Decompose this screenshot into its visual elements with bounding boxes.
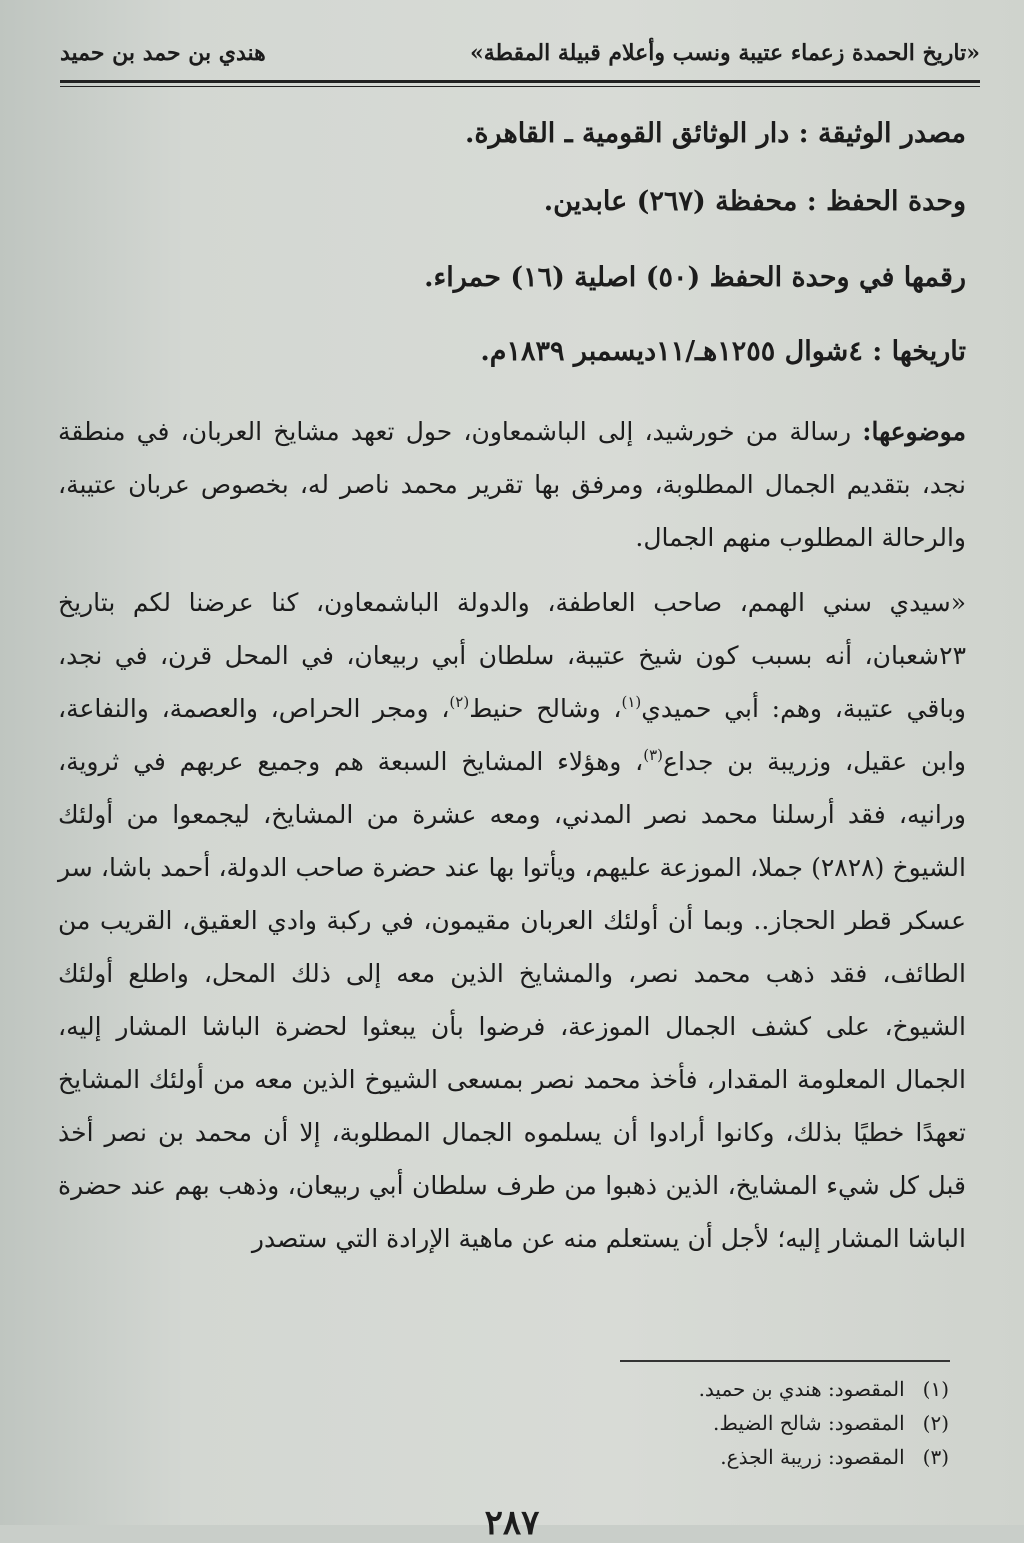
unit-label: وحدة الحفظ :	[806, 186, 966, 217]
page-number: ٢٨٧	[484, 1503, 540, 1543]
date-label: تاريخها :	[872, 336, 966, 367]
footnote-number: (٢)	[922, 1411, 949, 1435]
footnote-item	[60, 1372, 949, 1406]
source-label: مصدر الوثيقة :	[798, 118, 966, 149]
footnote-item	[60, 1440, 949, 1474]
subject-text: رسالة من خورشيد، إلى الباشمعاون، حول تعهد مشايخ العربان، في منطقة نجد، بتقديم الجمال المطلوبة، ومرفق بها تقرير محمد ناصر له، بخصوص عربان عتيبة، والرحالة المطلوب منهم الجمال.	[58, 417, 966, 552]
unit-line	[58, 186, 966, 217]
number-line: رقمها في وحدة الحفظ (٥٠) اصلية (١٦) حمراء.	[424, 262, 966, 293]
body-text-1: «سيدي سني الهمم، صاحب العاطفة، والدولة الباشمعاون، كنا عرضنا لكم بتاريخ ٢٣شعبان، أنه بسبب كون شيخ عتيبة، سلطان أبي ربيعان، في المحل قرن، في نجد، وباقي عتيبة، وهم: أبي حميدي	[58, 588, 966, 723]
subject-paragraph	[58, 405, 966, 564]
footnote-text: المقصود: زريبة الجذع.	[720, 1445, 905, 1469]
date-value: ٤شوال ١٢٥٥هـ/١١ديسمبر ١٨٣٩م.	[480, 336, 863, 367]
footnote-number: (١)	[922, 1377, 949, 1401]
header-title: «تاريخ الحمدة زعماء عتيبة ونسب وأعلام قبيلة المقطة»	[469, 40, 980, 66]
footnote-ref-3: (٣)	[643, 746, 664, 764]
footnotes	[60, 1372, 949, 1474]
unit-value: محفظة (٢٦٧) عابدين.	[543, 186, 798, 217]
footnote-ref-1: (١)	[621, 693, 642, 711]
footnote-item	[60, 1406, 949, 1440]
footnote-divider	[620, 1360, 950, 1362]
running-header	[60, 22, 980, 83]
source-value: دار الوثائق القومية ـ القاهرة.	[465, 118, 790, 149]
footnote-text: المقصود: شالح الضيط.	[713, 1411, 905, 1435]
body-text-4: ، وهؤلاء المشايخ السبعة هم وجميع عربهم في ثروية، ورانيه، فقد أرسلنا محمد نصر المدني، ومعه عشرة من المشايخ، ليجمعوا من أولئك الشيوخ (٢٨٢٨) جملا، الموزعة عليهم، ويأتوا بها عند حضرة صاحب الدولة، أحمد باشا، سر عسكر قطر الحجاز.. وبما أن أولئك العربان مقيمون، في ركبة وادي العقيق، القريب من الطائف، فقد ذهب محمد نصر، والمشايخ الذين معه إلى ذلك المحل، واطلع أولئك الشيوخ، على كشف الجمال الموزعة، فرضوا بأن يبعثوا لحضرة الباشا المشار إليه، الجمال المعلومة المقدار، فأخذ محمد نصر بمسعى الشيوخ الذين معه من أولئك المشايخ تعهدًا خطيًا بذلك، وكانوا أرادوا أن يسلموه الجمال المطلوبة، إلا أن محمد بن نصر أخذ قبل كل شيء المشايخ، الذين ذهبوا من طرف سلطان أبي ربيعان، وذهب بهم عند حضرة الباشا المشار إليه؛ لأجل أن يستعلم منه عن ماهية الإرادة التي ستصدر	[58, 747, 966, 1253]
body-paragraph	[58, 576, 966, 1265]
body-text-2: ، وشالح حنيط	[469, 694, 622, 723]
footnote-text: المقصود: هندي بن حميد.	[698, 1377, 905, 1401]
subject-label: موضوعها:	[862, 417, 966, 446]
body-text-3: ، ومجر الحراص، والعصمة، والنفاعة، وابن عقيل، وزريبة بن جداع	[58, 694, 966, 776]
footnote-ref-2: (٢)	[449, 693, 470, 711]
footnote-number: (٣)	[922, 1445, 949, 1469]
source-line	[58, 118, 966, 149]
date-line	[58, 336, 966, 367]
header-author: هندي بن حمد بن حميد	[60, 40, 266, 66]
